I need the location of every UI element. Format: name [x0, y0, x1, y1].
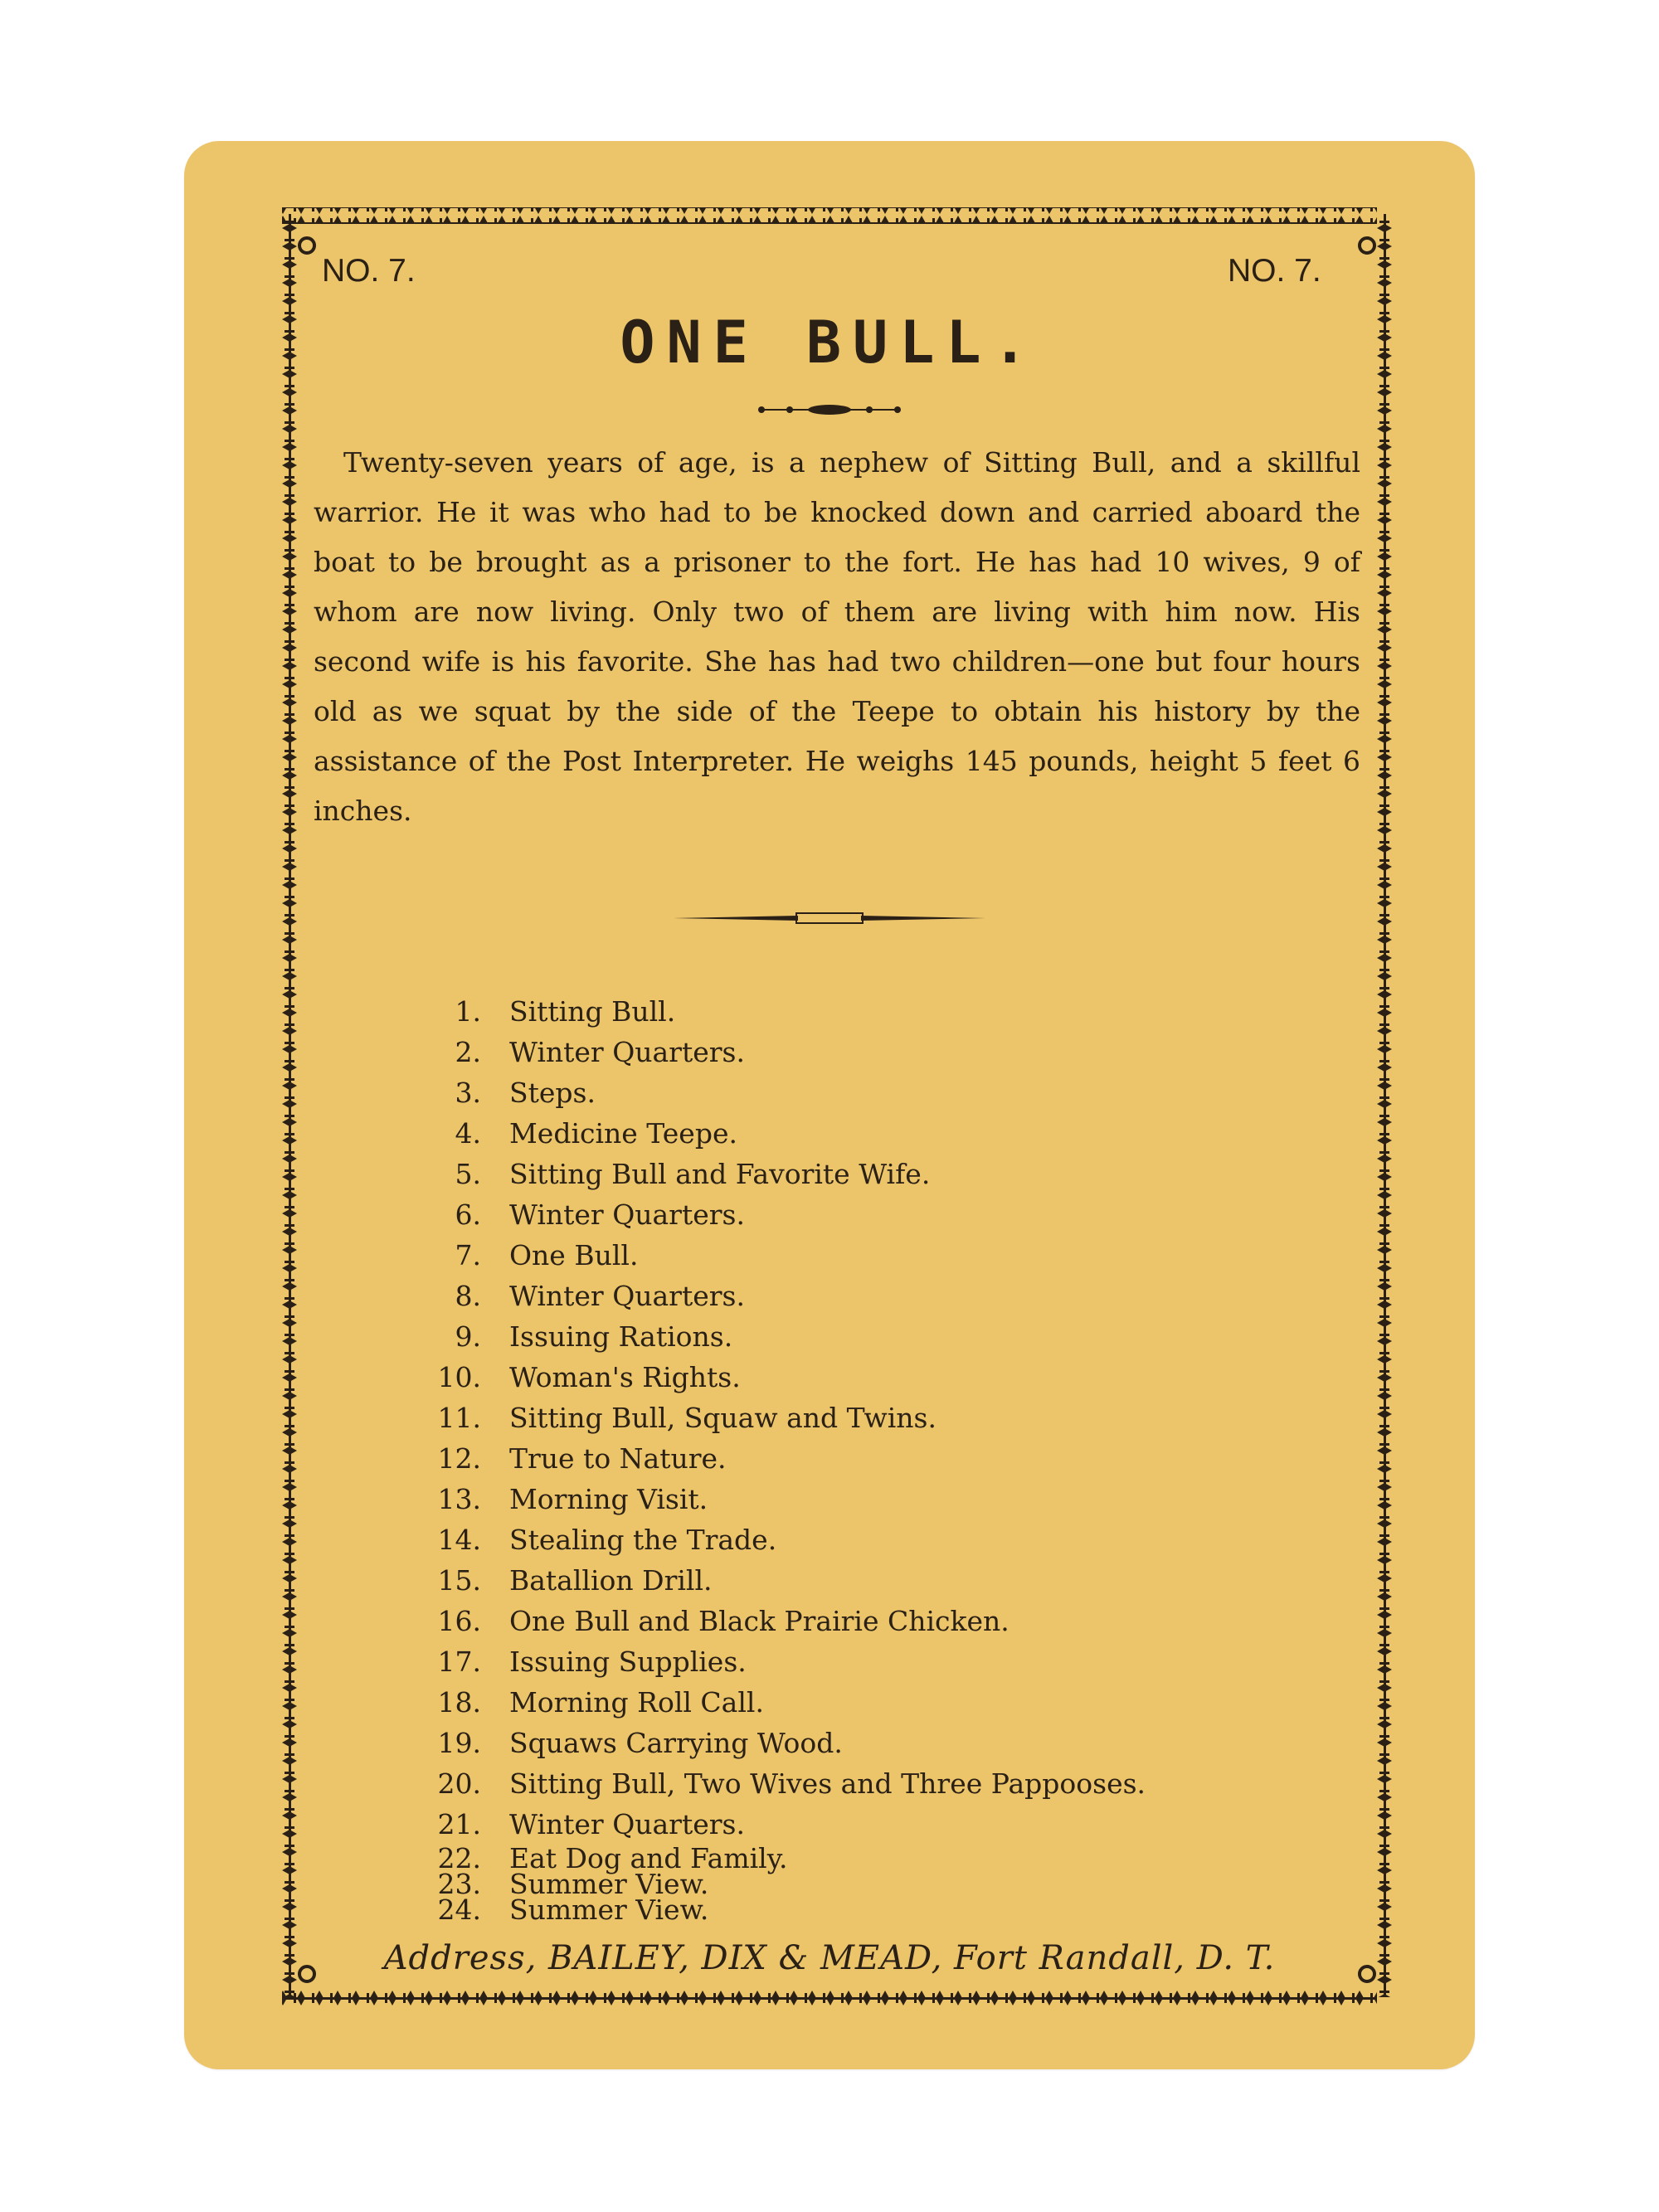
- list-item-number: 24.: [437, 1894, 481, 1926]
- card-number-right: NO. 7.: [1228, 253, 1321, 289]
- list-item-label: Morning Visit.: [509, 1483, 708, 1515]
- list-item-label: Squaws Carrying Wood.: [509, 1727, 843, 1759]
- list-item-number: 17.: [437, 1646, 481, 1678]
- list-item-number: 19.: [437, 1727, 481, 1759]
- biography-paragraph: Twenty-seven years of age, is a nephew of Sitting Bull, and a skillful warrior. He it was who had to be knocked down and carried aboard the boat to be brought as a prisoner to the fort. He has had 10 wives, 9 of whom are now living. Only two of them are living with him now. His second wife is his favorite. She has had two children—one but four hours old as we squat by the side of the Teepe to obtain his history by the assistance of the Post Interpreter. He weighs 145 pounds, height 5 feet 6 inches.: [314, 446, 1360, 827]
- list-item-number: 5.: [455, 1158, 481, 1190]
- list-item-label: Winter Quarters.: [509, 1808, 745, 1840]
- list-item-number: 1.: [455, 995, 481, 1028]
- publisher-address: Address, BAILEY, DIX & MEAD, Fort Randall, D. T.: [383, 1939, 1276, 1977]
- list-item-label: Morning Roll Call.: [509, 1686, 764, 1719]
- list-item-number: 4.: [455, 1117, 481, 1150]
- section-divider: [674, 909, 985, 927]
- list-item-label: Stealing the Trade.: [509, 1524, 777, 1556]
- list-item-number: 8.: [455, 1280, 481, 1312]
- list-item-number: 23.: [437, 1868, 481, 1900]
- list-item-number: 11.: [437, 1402, 481, 1434]
- list-item-number: 10.: [437, 1361, 481, 1393]
- list-item-label: One Bull.: [509, 1239, 639, 1271]
- list-item-number: 21.: [437, 1808, 481, 1840]
- list-item-label: Sitting Bull.: [509, 995, 676, 1028]
- list-item-label: Eat Dog and Family.: [509, 1842, 788, 1874]
- list-item-number: 2.: [455, 1036, 481, 1068]
- list-item-label: Steps.: [509, 1077, 596, 1109]
- list-item-number: 6.: [455, 1198, 481, 1231]
- card-number-left: NO. 7.: [322, 253, 416, 289]
- list-item-label: Winter Quarters.: [509, 1280, 745, 1312]
- list-item-number: 7.: [455, 1239, 481, 1271]
- list-item-number: 14.: [437, 1524, 481, 1556]
- list-item-number: 12.: [437, 1442, 481, 1475]
- list-item-number: 13.: [437, 1483, 481, 1515]
- list-item-number: 9.: [455, 1320, 481, 1353]
- list-item-label: Sitting Bull, Two Wives and Three Pappooses.: [509, 1767, 1146, 1800]
- list-item-label: Woman's Rights.: [509, 1361, 741, 1393]
- list-item-number: 18.: [437, 1686, 481, 1719]
- card-title: ONE BULL.: [620, 309, 1039, 377]
- title-ornament: [757, 400, 902, 420]
- list-item-number: 16.: [437, 1605, 481, 1637]
- list-item-label: Issuing Supplies.: [509, 1646, 747, 1678]
- list-item-label: Sitting Bull and Favorite Wife.: [509, 1158, 931, 1190]
- list-item-label: Sitting Bull, Squaw and Twins.: [509, 1402, 937, 1434]
- list-item-number: 20.: [437, 1767, 481, 1800]
- list-item-label: Issuing Rations.: [509, 1320, 733, 1353]
- list-item-label: True to Nature.: [509, 1442, 727, 1475]
- list-item-label: One Bull and Black Prairie Chicken.: [509, 1605, 1010, 1637]
- list-item-label: Winter Quarters.: [509, 1036, 745, 1068]
- list-item-label: Winter Quarters.: [509, 1198, 745, 1231]
- list-item-label: Summer View.: [509, 1894, 709, 1926]
- list-item-label: Summer View.: [509, 1868, 709, 1900]
- list-item-number: 15.: [437, 1564, 481, 1597]
- list-item-number: 3.: [455, 1077, 481, 1109]
- list-item-label: Medicine Teepe.: [509, 1117, 737, 1150]
- list-item-label: Batallion Drill.: [509, 1564, 713, 1597]
- list-item-number: 22.: [437, 1842, 481, 1874]
